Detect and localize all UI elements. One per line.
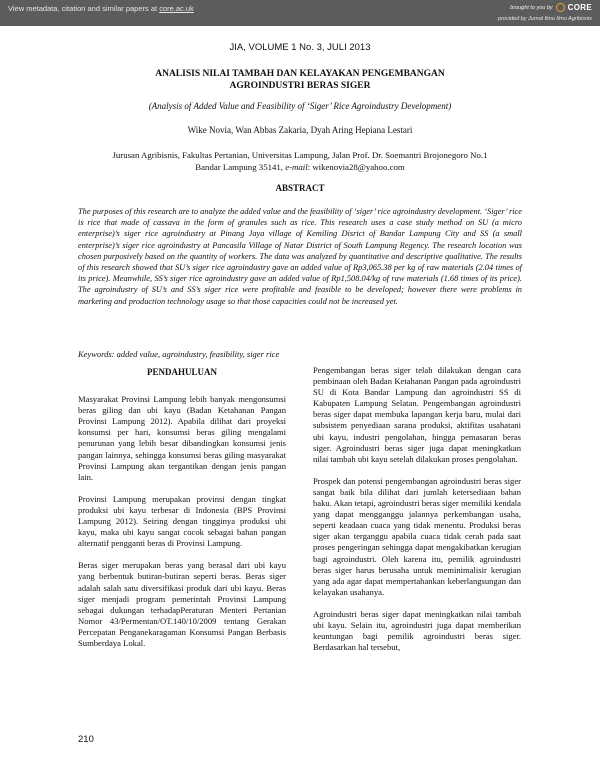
authors: Wike Novia, Wan Abbas Zakaria, Dyah Aring Hepiana Lestari (187, 125, 413, 135)
paragraph: Beras siger merupakan beras yang berasal dari ubi kayu yang berbentuk butiran-butiran seperti beras. Beras siger adalah salah satu diversifikasi produk dari ubi kayu. Beras siger menjadi program pemerintah Provinsi Lampung sebagai dukungan terhadapPeraturan Menteri Pertanian Nomor 43/Permentan/OT.140/10/2009 tentang Gerakan Percepatan Penganekaragaman Konsumsi Pangan Berbasis Sumberdaya Lokal. (78, 560, 286, 648)
journal-info: JIA, VOLUME 1 No. 3, JULI 2013 (229, 42, 371, 53)
affiliation-line-2 (75, 161, 525, 173)
core-banner (0, 0, 600, 26)
core-brand[interactable] (510, 3, 592, 12)
affiliation-line-1: Jurusan Agribisnis, Fakultas Pertanian, Universitas Lampung, Jalan Prof. Dr. Soemantri Brojonegoro No.1 (112, 150, 488, 160)
provided-by-text: provided by Jurnal Ilmu Ilmu Agribisnis (498, 16, 592, 22)
keywords: Keywords: added value, agroindustry, feasibility, siger rice (78, 349, 280, 359)
core-logo-icon (556, 3, 565, 12)
section-heading: PENDAHULUAN (146, 367, 217, 377)
paragraph: Pengembangan beras siger telah dilakukan dengan cara pembinaan oleh Badan Ketahanan Pangan pada agroindustri SU di Kota Bandar Lampung dan agroindustri SS di Kabupaten Lampung Selatan. Pengembangan agroindustri beras siger dapat membuka lapangan kerja baru, mulai dari subsistem penyediaan sarana produksi, aktifitas usahatani ubi kayu, industri pengolahan, hingga pemasaran beras siger. Agroindustri beras siger juga dapat meningkatkan nilai tambah ubi kayu setelah dilakukan proses pengolahan. (313, 365, 521, 464)
paper-subtitle: (Analysis of Added Value and Feasibility of ‘Siger’ Rice Agroindustry Development) (148, 101, 452, 111)
page-number: 210 (78, 734, 94, 745)
core-link[interactable]: core.ac.uk (159, 4, 194, 13)
paper-title (60, 68, 540, 92)
title-line-1: ANALISIS NILAI TAMBAH DAN KELAYAKAN PENGEMBANGAN (155, 69, 445, 79)
affiliation-city: Bandar Lampung 35141, (195, 162, 286, 172)
abstract-text: The purposes of this research are to analyze the added value and the feasibility of ‘siger’ rice agroindustry development. ‘Siger’ rice is rice that made of cassava in the form of granules such as rice. This research uses a case study method on SU (a micro enterprise)’s siger rice agroindustry at Pinang Jaya village of Kemiling Disrict of Bandar Lampung City and SS (a small enterprise)’s siger rice agroindustry at Pancasila Village of Natar District of South Lampung Regency. The research location was chosen purposively based on the quantity of workers. The data was analyzed by quantitative and descriptive qualitative. The results of this research showed that SU’s siger rice agroindustry gave an added value of Rp3,065.38 per kg of raw materials (2.04 times of its price). Meanwhile, SS’s siger rice agroindustry gave an added value of Rp1,508.04/kg of raw materials (1.68 times of its price). The agroindustry of SU’s and SS’s siger rice were profitable and feasible to be developed; however there were problems in marketing and production technology usage so that those capacities could not be increased yet. (78, 207, 522, 306)
paragraph: Prospek dan potensi pengembangan agroindustri beras siger sangat baik bila dilihat dari jumlah ketersediaan bahan baku. Akan tetapi, agroindustri beras siger memiliki kendala yang dapat mengganggu jalannya perkembangan usaha, seperti keadaan cuaca yang tidak menentu. Produksi beras siger akan terganggu apabila cuaca tidak cerah pada saat proses pengeringan sehingga dapat mengakibatkan kerugian bagi agroindustri. Oleh karena itu, pemilik agroindustri beras siger harus berusaha untuk meminimalisir kerugian yang ada agar dapat mempertahankan keberlangsungan dan kelayakan usahanya. (313, 475, 521, 597)
abstract-heading: ABSTRACT (275, 183, 325, 193)
core-label: CORE (567, 3, 592, 12)
banner-left-text: View metadata, citation and similar papers at (8, 4, 160, 13)
affiliation (75, 149, 525, 173)
paragraph: Agroindustri beras siger dapat meningkatkan nilai tambah ubi kayu. Selain itu, agroindustri juga dapat memberikan keuntungan bagi pemilik agroindustri beras siger. Berdasarkan hal tersebut, (313, 608, 521, 653)
paragraph: Masyarakat Provinsi Lampung lebih banyak mengonsumsi beras giling dan ubi kayu (Badan Ketahanan Pangan Provinsi Lampung 2012). Apabila dilihat dari proyeksi konsumsi per hari, konsumsi beras giling mengalami penurunan yang lebih besar dibandingkan konsumsi jenis pangan lainnya, sehingga konsumsi beras giling masyarakat Provinsi Lampung akan tergantikan dengan jenis pangan lain. (78, 394, 286, 482)
paragraph: Provinsi Lampung merupakan provinsi dengan tingkat produksi ubi kayu terbesar di Indonesia (BPS Provinsi Lampung 2012). Seiring dengan tingginya produksi ubi kayu, maka ubi kayu sangat cocok sebagai bahan pangan alternatif pengganti beras di Provinsi Lampung. (78, 493, 286, 549)
right-column (313, 365, 521, 664)
email-label: e-mail (285, 162, 308, 172)
brought-to-you-text: brought to you by (510, 4, 553, 11)
left-column (78, 367, 286, 660)
email-address: : wikenovia28@yahoo.com (307, 162, 405, 172)
banner-metadata-text (8, 4, 194, 13)
title-line-2: AGROINDUSTRI BERAS SIGER (229, 81, 371, 91)
